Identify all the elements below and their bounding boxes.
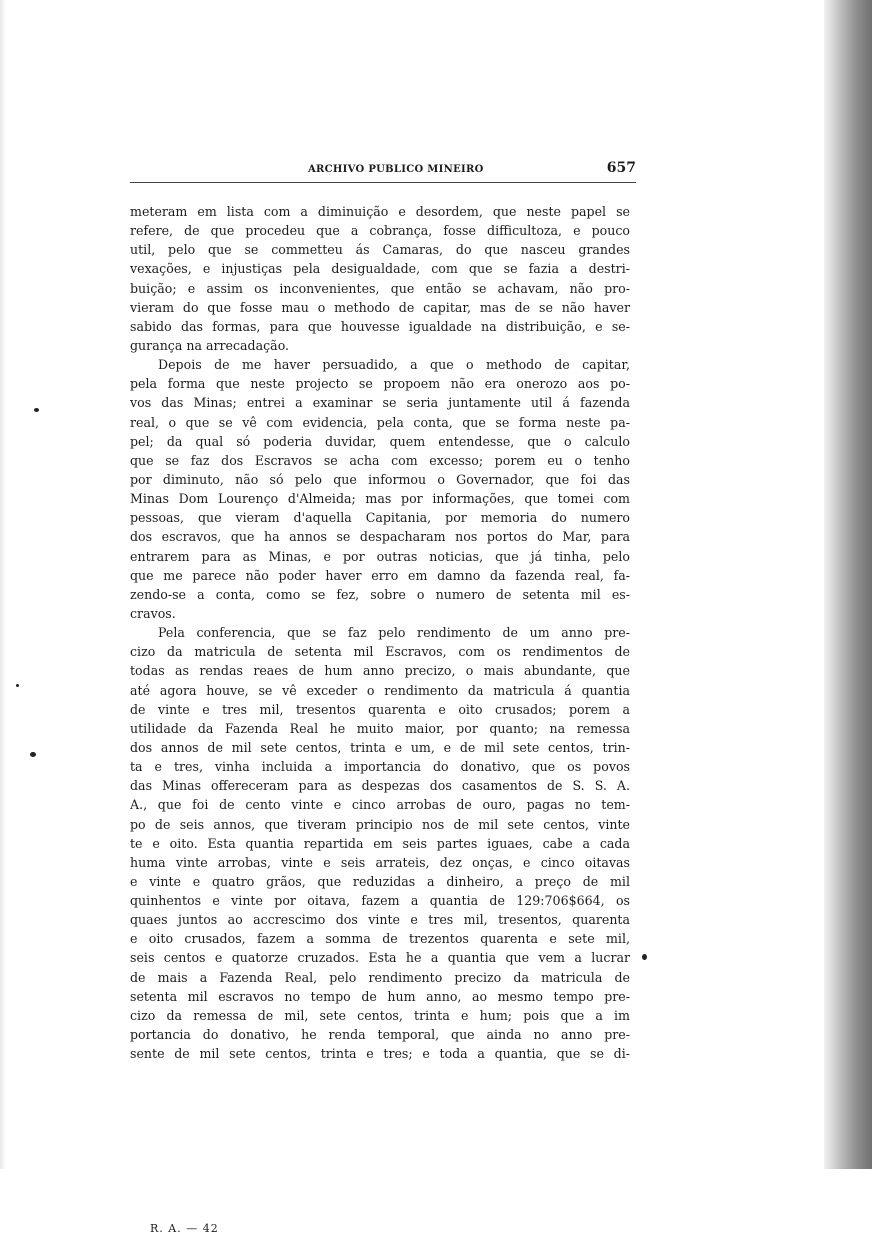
text-line: até agora houve, se vê exceder o rendimento da matricula á quantia: [130, 682, 630, 698]
footer-signature: R. A. — 42: [150, 1222, 219, 1235]
text-line: seis centos e quatorze cruzados. Esta he a quantia que vem a lucrar: [130, 950, 630, 966]
text-line: vos das Minas; entrei a examinar se seria juntamente util á fazenda: [130, 395, 630, 411]
text-line: e vinte e quatro grãos, que reduzidas a dinheiro, a preço de mil: [130, 873, 630, 889]
text-line: sabido das formas, para que houvesse igualdade na distribuição, e se-: [130, 318, 630, 334]
header-rule: [130, 182, 636, 183]
text-line: Depois de me haver persuadido, a que o methodo de capitar,: [158, 357, 630, 373]
text-line: pel; da qual só poderia duvidar, quem entendesse, que o calculo: [130, 433, 630, 449]
text-line: te e oito. Esta quantia repartida em seis partes iguaes, cabe a cada: [130, 835, 630, 851]
text-line: cizo da remessa de mil, sete centos, trinta e hum; pois que a im: [130, 1007, 630, 1023]
text-line: gurança na arrecadação.: [130, 337, 290, 353]
text-line: po de seis annos, que tiveram principio nos de mil sete centos, vinte: [130, 816, 630, 832]
text-line: que se faz dos Escravos se acha com excesso; porem eu o tenho: [130, 452, 630, 468]
speck-mark: [642, 954, 647, 960]
text-line: A., que foi de cento vinte e cinco arrobas de ouro, pagas no tem-: [130, 797, 630, 813]
text-line: cizo da matricula de setenta mil Escravos, com os rendimentos de: [130, 644, 630, 660]
text-line: setenta mil escravos no tempo de hum anno, ao mesmo tempo pre-: [130, 988, 630, 1004]
page-footer: [150, 1222, 219, 1235]
text-line: refere, de que procedeu que a cobrança, fosse difficultoza, e pouco: [130, 223, 630, 239]
page-number: 657: [606, 160, 636, 176]
text-line: quaes juntos ao accrescimo dos vinte e tres mil, tresentos, quarenta: [130, 912, 630, 928]
scan-left-shadow: [0, 0, 6, 1169]
text-line: huma vinte arrobas, vinte e seis arrateis, dez onças, e cinco oitavas: [130, 854, 630, 870]
text-line: portancia do donativo, he renda temporal, que ainda no anno pre-: [130, 1027, 630, 1043]
text-line: Minas Dom Lourenço d'Almeida; mas por informações, que tomei com: [130, 491, 630, 507]
text-line: de vinte e tres mil, tresentos quarenta e oito crusados; porem a: [130, 701, 630, 717]
book-page: [130, 160, 636, 1235]
text-line: dos annos de mil sete centos, trinta e um, e de mil sete centos, trin-: [130, 739, 630, 755]
text-line: dos escravos, que ha annos se despacharam nos portos do Mar, para: [130, 529, 630, 545]
text-line: por diminuto, não só pelo que informou o Governador, que foi das: [130, 471, 630, 487]
scan-right-edge: [824, 0, 872, 1169]
speck-mark: [34, 408, 39, 412]
text-line: zendo-se a conta, como se fez, sobre o numero de setenta mil es-: [130, 586, 630, 602]
text-line: todas as rendas reaes de hum anno precizo, o mais abundante, que: [130, 663, 630, 679]
text-line: ta e tres, vinha incluida a importancia do donativo, que os povos: [130, 759, 630, 775]
page-header: [130, 160, 636, 180]
text-line: que me parece não poder haver erro em damno da fazenda real, fa-: [130, 567, 630, 583]
text-line: quinhentos e vinte por oitava, fazem a quantia de 129:706$664, os: [130, 893, 630, 909]
body-text: [130, 202, 630, 1063]
text-line: utilidade da Fazenda Real he muito maior, por quanto; na remessa: [130, 720, 630, 736]
speck-mark: [16, 684, 19, 687]
text-line: pessoas, que vieram d'aquella Capitania, por memoria do numero: [130, 510, 630, 526]
text-line: meteram em lista com a diminuição e desordem, que neste papel se: [130, 204, 630, 219]
text-line: Pela conferencia, que se faz pelo rendimento de um anno pre-: [158, 625, 630, 641]
text-line: de mais a Fazenda Real, pelo rendimento precizo da matricula de: [130, 969, 630, 985]
text-line: vieram do que fosse mau o methodo de capitar, mas de se não haver: [130, 299, 630, 315]
text-line: e oito crusados, fazem a somma de trezentos quarenta e sete mil,: [130, 931, 630, 947]
text-line: util, pelo que se commetteu ás Camaras, do que nasceu grandes: [130, 242, 630, 258]
text-line: entrarem para as Minas, e por outras noticias, que já tinha, pelo: [130, 548, 630, 564]
text-line: buição; e assim os inconvenientes, que então se achavam, não pro-: [130, 280, 630, 296]
text-line: das Minas offereceram para as despezas dos casamentos de S. S. A.: [130, 778, 630, 794]
text-line: pela forma que neste projecto se propoem não era onerozo aos po-: [130, 376, 630, 392]
running-title: ARCHIVO PUBLICO MINEIRO: [308, 164, 484, 175]
speck-mark: [30, 752, 36, 757]
text-line: real, o que se vê com evidencia, pela conta, que se forma neste pa-: [130, 414, 630, 430]
text-line: sente de mil sete centos, trinta e tres; e toda a quantia, que se di-: [130, 1046, 630, 1062]
text-line: vexações, e injustiças pela desigualdade, com que se fazia a destri-: [130, 261, 630, 277]
text-line: cravos.: [130, 605, 176, 621]
